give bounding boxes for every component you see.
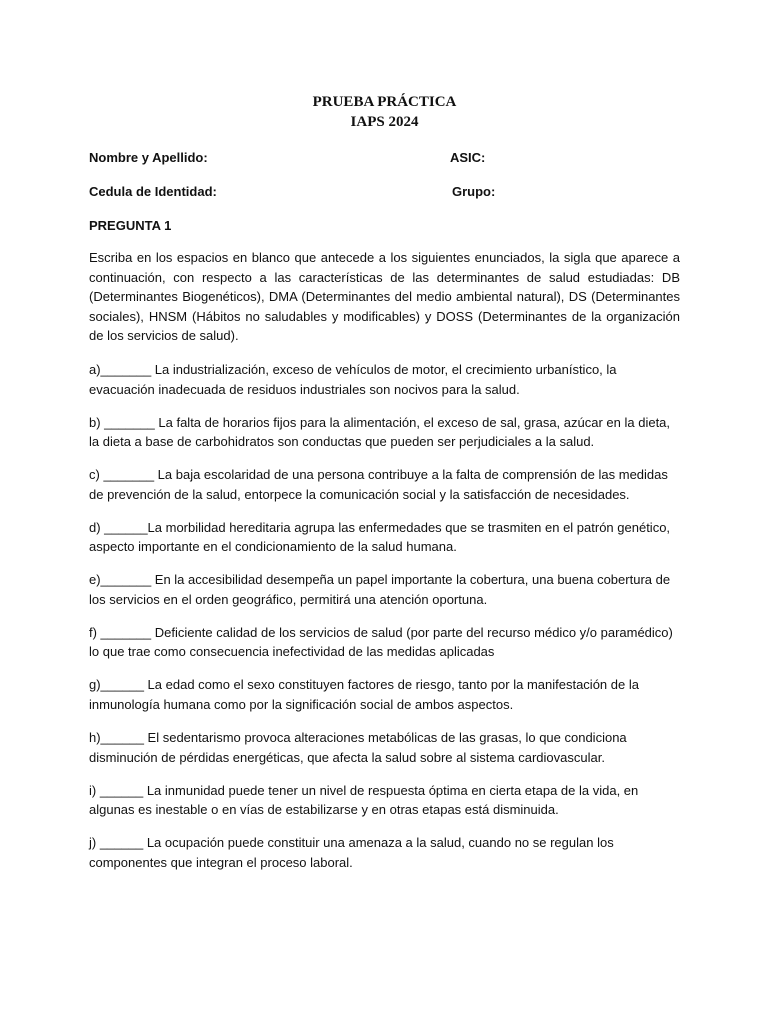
group-label: Grupo: <box>452 184 496 199</box>
list-item: c) _______ La baja escolaridad de una persona contribuye a la falta de comprensión de las medidas de prevención de la salud, entorpece la comunicación social y la satisfacción de necesidades. <box>89 467 668 502</box>
list-item: e)_______ En la accesibilidad desempeña un papel importante la cobertura, una buena cobertura de los servicios en el orden geográfico, permitirá una atención oportuna. <box>89 572 671 607</box>
list-item: j) ______ La ocupación puede constituir una amenaza a la salud, cuando no se regulan los componentes que integran el proceso laboral. <box>89 835 614 870</box>
id-label: Cedula de Identidad: <box>89 184 217 199</box>
list-item: b) _______ La falta de horarios fijos para la alimentación, el exceso de sal, grasa, azúcar en la dieta, la dieta a base de carbohidratos son conductas que pueden ser perjudiciales a la salud. <box>89 414 671 450</box>
field-row-name <box>89 150 680 166</box>
asic-label: ASIC: <box>450 150 486 165</box>
document-title: PRUEBA PRÁCTICA <box>312 94 457 110</box>
list-item: d) ______La morbilidad hereditaria agrupa las enfermedades que se trasmiten en el patrón genético, aspecto importante en el condicionamiento de la salud humana. <box>89 519 671 555</box>
list-item: g)______ La edad como el sexo constituyen factores de riesgo, tanto por la manifestación de la inmunología humana como por la significación social de ambos aspectos. <box>89 677 639 713</box>
question-heading: PREGUNTA 1 <box>89 218 172 233</box>
field-row-id <box>89 184 680 200</box>
document-subtitle: IAPS 2024 <box>350 114 419 130</box>
list-item: h)______ El sedentarismo provoca alteraciones metabólicas de las grasas, lo que condiciona disminución de pérdidas energéticas, que afecta la salud sobre al sistema cardiovascular. <box>89 730 627 765</box>
question-instructions: Escriba en los espacios en blanco que antecede a los siguientes enunciados, la sigla que aparece a continuación, con respecto a las características de las determinantes de salud estudiadas: DB (Determinantes Biogenéticos), DMA (Determinantes del medio ambiental natural), DS (Determinantes sociales), HNSM (Hábitos no saludables y modificables) y DOSS (Determinantes de la organización de los servicios de salud). <box>89 250 680 344</box>
list-item: i) ______ La inmunidad puede tener un nivel de respuesta óptima en cierta etapa de la vida, en algunas es inestable o en vías de estabilizarse y en otras etapas está disminuida. <box>89 782 639 818</box>
title-block <box>89 92 680 132</box>
list-item: a)_______ La industrialización, exceso de vehículos de motor, el crecimiento urbanístico, la evacuación inadecuada de residuos industriales son nocivos para la salud. <box>89 361 617 397</box>
list-item: f) _______ Deficiente calidad de los servicios de salud (por parte del recurso médico y/o paramédico) lo que trae como consecuencia inefectividad de las medidas aplicadas <box>89 624 673 660</box>
name-label: Nombre y Apellido: <box>89 150 208 165</box>
